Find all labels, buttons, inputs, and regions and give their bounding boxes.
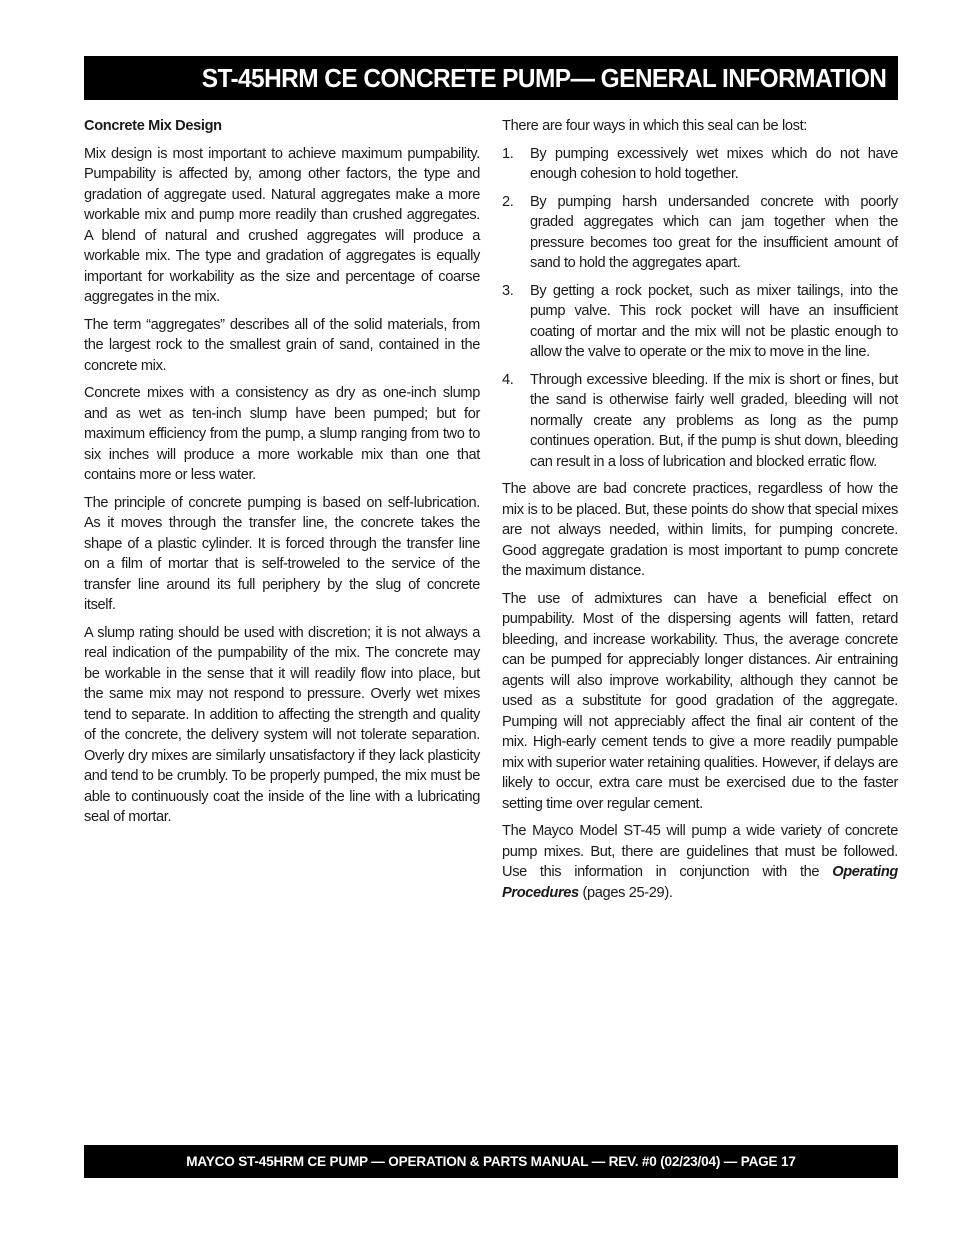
list-item-number: 1. — [502, 145, 514, 162]
list-item-number: 2. — [502, 193, 514, 210]
page-header-bar — [84, 56, 898, 100]
paragraph-aggregates-term: The term “aggregates” describes all of the solid materials, from the largest rock to the smallest grain of sand, contained in the concrete mix. — [84, 316, 480, 374]
list-item — [502, 281, 898, 363]
paragraph-slump-rating: A slump rating should be used with discretion; it is not always a real indication of the pumpability of the mix. The concrete may be workable in the sense that it will readily flow into place, but the same mix may not respond to pressure. Overly wet mixes tend to separate. In addition to affecting the strength and quality of the concrete, the delivery system will not tolerate separation. Overly dry mixes are similarly unsatisfactory if they lack plasticity and tend to be crumbly. To be properly pumped, the mix must be able to continuously coat the inside of the line with a lubricating seal of mortar. — [84, 624, 480, 825]
list-item — [502, 370, 898, 473]
closing-text-before: The Mayco Model ST-45 will pump a wide variety of concrete pump mixes. But, there are guidelines that must be followed. Use this information in conjunction with the — [502, 823, 898, 880]
list-item-number: 4. — [502, 371, 514, 388]
footer-text: MAYCO ST-45HRM CE PUMP — OPERATION & PARTS MANUAL — REV. #0 (02/23/04) — PAGE 17 — [186, 1154, 796, 1169]
paragraph-slump-range: Concrete mixes with a consistency as dry as one-inch slump and as wet as ten-inch slump have been pumped; but for maximum efficiency from the pump, a slump ranging from two to six inches will produce a more workable mix than one that contains more or less water. — [84, 385, 480, 483]
left-column — [84, 116, 480, 835]
section-heading-concrete-mix-design: Concrete Mix Design — [84, 118, 222, 134]
list-item — [502, 144, 898, 185]
paragraph-closing — [502, 821, 898, 903]
list-item-text: By pumping harsh undersanded concrete with poorly graded aggregates which can jam together when the pressure becomes too great for the insufficient amount of sand to hold the aggregates apart. — [530, 193, 898, 271]
paragraph-bad-practices: The above are bad concrete practices, regardless of how the mix is to be placed. But, these points do show that special mixes are not always needed, within limits, for pumping concrete. Good aggregate gradation is most important to pump concrete the maximum distance. — [502, 481, 898, 579]
paragraph-mix-design: Mix design is most important to achieve maximum pumpability. Pumpability is affected by, among other factors, the type and gradation of aggregate used. Natural aggregates make a more workable mix and pump more readily than crushed aggregates. A blend of natural and crushed aggregates will produce a workable mix. The type and gradation of aggregates is equally important for workability as the size and percentage of coarse aggregates in the mix. — [84, 145, 480, 305]
list-item-text: By pumping excessively wet mixes which do not have enough cohesion to hold together. — [530, 145, 898, 182]
paragraph-seal-loss-intro: There are four ways in which this seal can be lost: — [502, 118, 807, 134]
closing-text-after: (pages 25-29). — [578, 884, 673, 901]
list-item-number: 3. — [502, 282, 514, 299]
operating-procedures-reference: Operating Procedures — [502, 864, 898, 901]
paragraph-self-lubrication: The principle of concrete pumping is based on self-lubrication. As it moves through the transfer line, the concrete takes the shape of a plastic cylinder. It is forced through the transfer line on a film of mortar that is self-troweled to the service of the transfer line around its full periphery by the slug of concrete itself. — [84, 494, 480, 613]
page-title: ST-45HRM CE CONCRETE PUMP— GENERAL INFORMATION — [201, 62, 886, 93]
right-column — [502, 116, 898, 910]
paragraph-admixtures: The use of admixtures can have a beneficial effect on pumpability. Most of the dispersing agents will fatten, retard bleeding, and increase workability. Thus, the average concrete can be pumped for appreciably longer distances. Air entraining agents will also improve workability, although they cannot be used as a substitute for good gradation of the aggregate. Pumping will not appreciably affect the final air content of the mix. High-early cement tends to give a more readily pumpable mix with superior water retaining qualities. However, if delays are likely to occur, extra care must be exercised due to the faster setting time over regular cement. — [502, 590, 898, 812]
list-item-text: By getting a rock pocket, such as mixer tailings, into the pump valve. This rock pocket will have an insufficient coating of mortar and the mix will not be plastic enough to allow the valve to operate or the mix to move in the line. — [530, 282, 898, 360]
list-item-text: Through excessive bleeding. If the mix is short or fines, but the sand is otherwise fairly well graded, bleeding will not normally create any problems as long as the pump continues operation. But, if the pump is shut down, bleeding can result in a loss of lubrication and blocked erratic flow. — [530, 371, 898, 470]
list-item — [502, 192, 898, 274]
page-footer-bar — [84, 1145, 898, 1178]
